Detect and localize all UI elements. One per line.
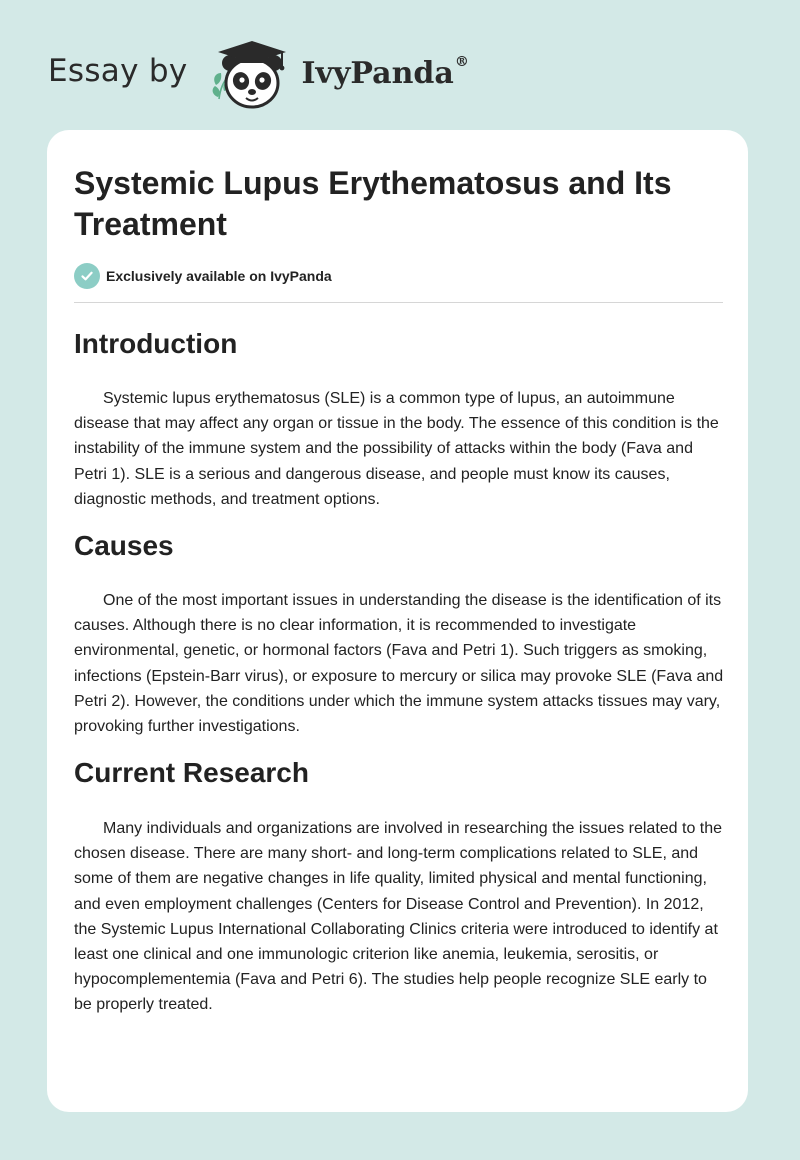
title-divider <box>74 302 723 303</box>
essay-by-label: Essay by <box>48 53 188 89</box>
exclusive-badge <box>74 263 332 289</box>
exclusive-badge-label: Exclusively available on IvyPanda <box>106 268 332 284</box>
section-heading-introduction: Introduction <box>74 328 238 359</box>
section-paragraph-introduction: Systemic lupus erythematosus (SLE) is a common type of lupus, an autoimmune disease that may affect any organ or tissue in the body. The essence of this condition is the instability of the immune system and the possibility of attacks within the body (Fava and Petri 1). SLE is a serious and dangerous disease, and people must know its causes, diagnostic methods, and treatment options. <box>74 390 719 508</box>
section-paragraph-current-research: Many individuals and organizations are involved in researching the issues related to the chosen disease. There are many short- and long-term complications related to SLE, and some of them are negative changes in life quality, limited physical and mental functioning, and even employment challenges (Centers for Disease Control and Prevention). In 2012, the Systemic Lupus International Collaborating Clinics criteria were introduced to identify at least one clinical and one immunologic criterion like anemia, leukemia, serositis, or hypocomplementemia (Fava and Petri 6). The studies help people recognize SLE early to be properly treated. <box>74 820 723 1014</box>
ivypanda-brand-name[interactable]: IvyPanda® <box>301 53 469 91</box>
section-paragraph-causes: One of the most important issues in understanding the disease is the identification of its causes. Although there is no clear information, it is recommended to investigate environmental, genetic, or hormonal factors (Fava and Petri 1). Such triggers as smoking, infections (Epstein-Barr virus), or exposure to mercury or silica may provoke SLE (Fava and Petri 2). However, the conditions under which the immune system attacks tissues may vary, provoking further investigations. <box>74 592 724 736</box>
essay-title: Systemic Lupus Erythematosus and Its Treatment <box>74 165 672 242</box>
section-heading-current-research: Current Research <box>74 757 309 788</box>
site-header <box>48 34 469 114</box>
panda-graduate-logo-icon[interactable] <box>206 37 294 111</box>
registered-mark: ® <box>454 53 469 70</box>
essay-card <box>47 130 748 1112</box>
check-circle-icon <box>74 263 100 289</box>
section-heading-causes: Causes <box>74 530 174 561</box>
